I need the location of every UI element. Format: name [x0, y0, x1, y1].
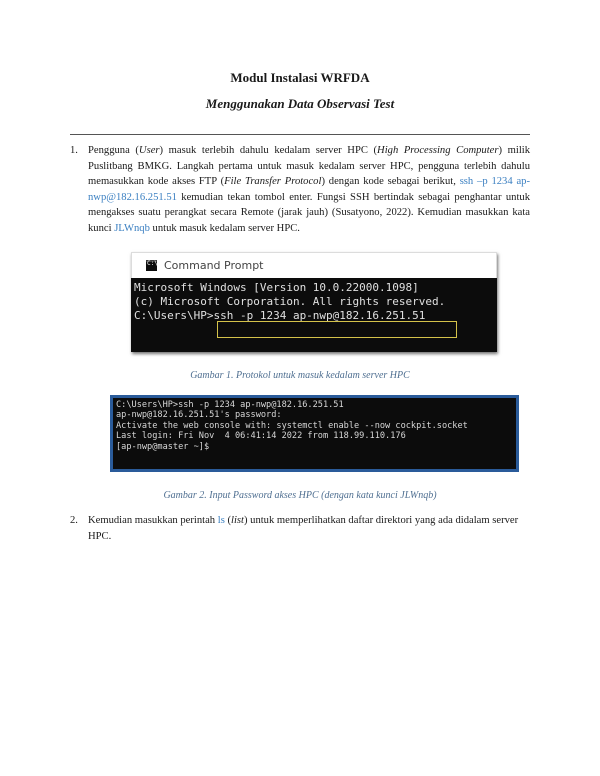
term-user: User [138, 145, 160, 156]
list-item-2 [70, 513, 530, 544]
figure-ssh-login-terminal [110, 395, 519, 472]
term-list: list [231, 515, 244, 526]
terminal-line: C:\Users\HP>ssh -p 1234 ap-nwp@182.16.251.51 [116, 400, 344, 410]
text-run: ) milik Puslitbang BMKG. Langkah pertama untuk masuk kedalam server HPC, pengguna terlebih dahulu memasukkan kode akses FTP ( [88, 145, 531, 188]
text-run: kemudian tekan tombol enter. Fungsi SSH bertindak sebagai penghantar untuk mengakses suatu perangkat secara Remote (jarak jauh) (Susatyono, 2022). Kemudian masukkan kata kunci [88, 191, 530, 234]
ssh-command: ssh –p 1234 ap-nwp@182.16.251.51 [88, 176, 531, 203]
terminal-line: Activate the web console with: systemctl enable --now cockpit.socket [116, 420, 468, 431]
text-run: ( [224, 515, 232, 526]
document-title: Modul Instalasi WRFDA [230, 70, 370, 85]
list-number: 1. [70, 145, 78, 156]
list-number: 2. [70, 515, 78, 526]
terminal-line: [ap-nwp@master ~]$ [116, 441, 210, 452]
text-run: untuk masuk kedalam server HPC. [149, 222, 300, 234]
text-run: ) untuk memperlihatkan daftar direktori yang ada didalam server HPC. [88, 515, 519, 542]
list-item-text [88, 513, 530, 544]
command-highlight-box [217, 321, 457, 338]
window-title: Command Prompt [164, 259, 264, 272]
figure-command-prompt [131, 252, 497, 352]
terminal-line: (c) Microsoft Corporation. All rights reserved. [134, 295, 446, 308]
terminal-line: Last login: Fri Nov 4 06:41:14 2022 from 118.99.110.176 [116, 431, 406, 442]
text-run: Kemudian masukkan perintah [88, 515, 218, 526]
terminal-line: ap-nwp@182.16.251.51's password: [116, 410, 282, 421]
text-run: Pengguna ( [88, 145, 139, 156]
term-ftp: File Transfer Protocol [224, 176, 322, 188]
text-run: ) dengan kode sebagai berikut, [321, 176, 460, 188]
horizontal-rule [70, 134, 530, 135]
text-run: ) masuk terlebih dahulu kedalam server HPC ( [159, 145, 378, 156]
terminal-line: C:\Users\HP>ssh -p 1234 ap-nwp@182.16.251.51 [134, 309, 426, 322]
window-titlebar [131, 252, 497, 278]
list-item-text [88, 143, 530, 237]
document-subtitle: Menggunakan Data Observasi Test [205, 96, 395, 111]
list-item-1 [70, 143, 530, 237]
terminal-line: Microsoft Windows [Version 10.0.22000.1098] [134, 281, 419, 294]
password-keyword: JLWnqb [114, 222, 150, 234]
ls-command: ls [217, 515, 225, 526]
figure-2-caption: Gambar 2. Input Password akses HPC (dengan kata kunci JLWnqb) [163, 490, 437, 501]
cmd-icon: C:\ [146, 260, 157, 271]
term-hpc: High Processing Computer [377, 145, 499, 156]
figure-1-caption: Gambar 1. Protokol untuk masuk kedalam server HPC [190, 370, 410, 381]
